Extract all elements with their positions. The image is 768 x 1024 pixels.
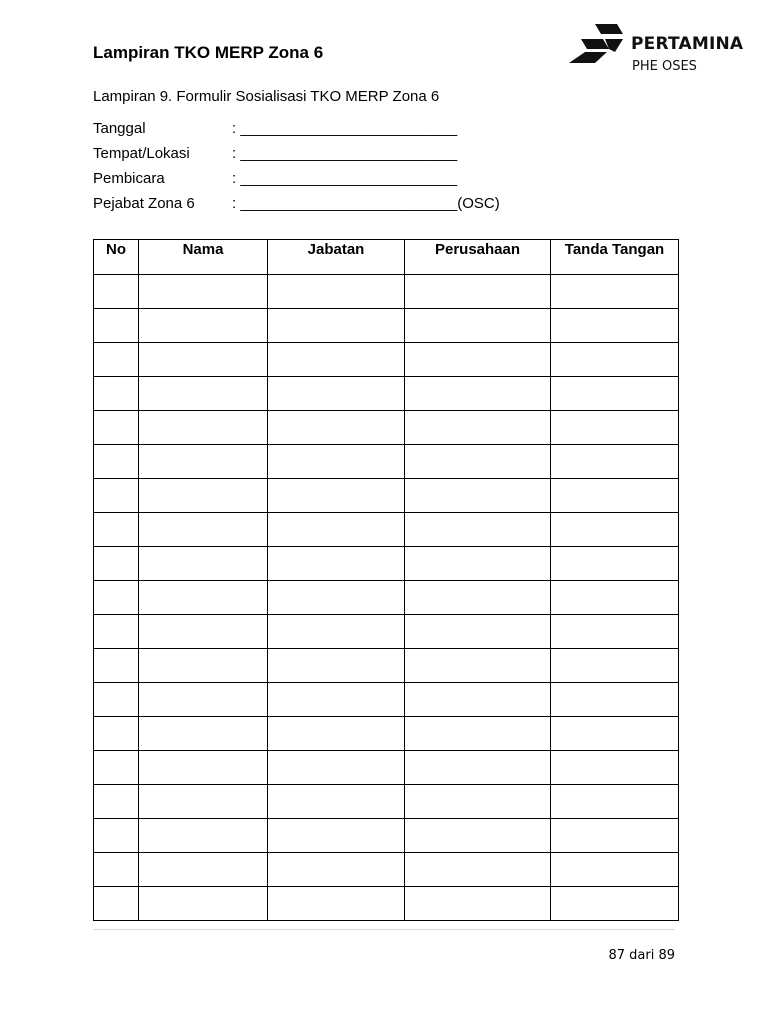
table-cell [551, 785, 679, 819]
table-cell [405, 343, 551, 377]
table-cell [94, 581, 139, 615]
table-cell [139, 343, 268, 377]
table-cell [405, 445, 551, 479]
table-row [94, 649, 679, 683]
table-cell [268, 853, 405, 887]
table-cell [268, 275, 405, 309]
table-cell [268, 717, 405, 751]
table-cell [405, 547, 551, 581]
table-cell [139, 445, 268, 479]
form-label: Tanggal [93, 120, 146, 137]
table-cell [139, 649, 268, 683]
table-cell [139, 853, 268, 887]
table-cell [139, 547, 268, 581]
table-row [94, 717, 679, 751]
table-cell [268, 309, 405, 343]
table-cell [405, 479, 551, 513]
form-row-pembicara [93, 170, 500, 195]
table-cell [268, 887, 405, 921]
table-cell [94, 649, 139, 683]
table-cell [268, 513, 405, 547]
table-cell [405, 853, 551, 887]
form-blank: : __________________________ [232, 170, 458, 187]
table-cell [405, 513, 551, 547]
column-header-no: No [94, 240, 139, 275]
column-header-nama: Nama [139, 240, 268, 275]
form-blank: : __________________________ [232, 145, 458, 162]
table-cell [551, 887, 679, 921]
table-cell [551, 445, 679, 479]
table-cell [268, 479, 405, 513]
form-fields [93, 120, 500, 220]
table-cell [405, 411, 551, 445]
table-row [94, 513, 679, 547]
table-cell [551, 275, 679, 309]
table-cell [94, 445, 139, 479]
table-cell [139, 275, 268, 309]
table-cell [139, 411, 268, 445]
table-cell [94, 887, 139, 921]
table-row [94, 581, 679, 615]
table-cell [139, 683, 268, 717]
table-header-row [94, 240, 679, 275]
form-label: Pembicara [93, 170, 165, 187]
column-header-jabatan: Jabatan [268, 240, 405, 275]
table-cell [268, 445, 405, 479]
table-cell [139, 615, 268, 649]
table-row [94, 751, 679, 785]
table-cell [551, 547, 679, 581]
table-cell [405, 717, 551, 751]
attendance-table [93, 239, 679, 921]
form-row-pejabat [93, 195, 500, 220]
table-cell [94, 479, 139, 513]
table-cell [551, 649, 679, 683]
table-cell [268, 751, 405, 785]
table-cell [268, 683, 405, 717]
form-label: Pejabat Zona 6 [93, 195, 195, 212]
table-cell [139, 751, 268, 785]
table-row [94, 785, 679, 819]
form-label: Tempat/Lokasi [93, 145, 190, 162]
form-row-tanggal [93, 120, 500, 145]
table-cell [405, 649, 551, 683]
table-cell [94, 717, 139, 751]
footer-divider [93, 929, 675, 930]
logo-wordmark: PERTAMINA [631, 34, 744, 54]
table-cell [268, 581, 405, 615]
table-row [94, 887, 679, 921]
table-cell [405, 819, 551, 853]
table-cell [94, 411, 139, 445]
table-cell [405, 309, 551, 343]
table-cell [551, 819, 679, 853]
pertamina-arrow-icon [567, 22, 625, 64]
table-row [94, 479, 679, 513]
table-row [94, 819, 679, 853]
table-cell [405, 275, 551, 309]
table-cell [94, 853, 139, 887]
table-cell [139, 717, 268, 751]
table-cell [94, 377, 139, 411]
logo-subtext: PHE OSES [632, 59, 697, 74]
table-row [94, 853, 679, 887]
table-cell [551, 479, 679, 513]
table-cell [268, 819, 405, 853]
table-cell [139, 785, 268, 819]
table-cell [139, 581, 268, 615]
table-cell [268, 649, 405, 683]
table-cell [551, 411, 679, 445]
table-cell [405, 785, 551, 819]
form-blank: : __________________________(OSC) [232, 195, 500, 212]
column-header-perusahaan: Perusahaan [405, 240, 551, 275]
form-row-tempat-lokasi [93, 145, 500, 170]
table-row [94, 411, 679, 445]
table-cell [551, 513, 679, 547]
table-cell [405, 751, 551, 785]
table-cell [405, 887, 551, 921]
table-cell [139, 513, 268, 547]
table-cell [268, 547, 405, 581]
table-row [94, 445, 679, 479]
table-cell [94, 309, 139, 343]
table-cell [94, 819, 139, 853]
table-cell [268, 377, 405, 411]
table-cell [94, 683, 139, 717]
table-cell [551, 343, 679, 377]
table-row [94, 683, 679, 717]
table-cell [268, 343, 405, 377]
table-cell [405, 615, 551, 649]
table-row [94, 309, 679, 343]
table-cell [551, 377, 679, 411]
form-blank: : __________________________ [232, 120, 458, 137]
table-cell [94, 275, 139, 309]
table-cell [551, 751, 679, 785]
table-cell [139, 377, 268, 411]
table-row [94, 343, 679, 377]
table-cell [551, 717, 679, 751]
table-cell [94, 785, 139, 819]
table-row [94, 377, 679, 411]
table-cell [139, 887, 268, 921]
table-cell [405, 377, 551, 411]
table-cell [139, 819, 268, 853]
table-row [94, 275, 679, 309]
table-cell [551, 581, 679, 615]
table-cell [94, 547, 139, 581]
table-cell [139, 309, 268, 343]
table-cell [268, 411, 405, 445]
form-subtitle: Lampiran 9. Formulir Sosialisasi TKO MERP Zona 6 [93, 88, 440, 105]
pertamina-logo [567, 20, 752, 76]
table-cell [405, 581, 551, 615]
page-title: Lampiran TKO MERP Zona 6 [93, 43, 324, 62]
table-cell [551, 853, 679, 887]
table-cell [551, 309, 679, 343]
table-row [94, 615, 679, 649]
column-header-tanda-tangan: Tanda Tangan [551, 240, 679, 275]
table-cell [551, 683, 679, 717]
table-cell [94, 751, 139, 785]
page-number: 87 dari 89 [608, 948, 675, 963]
table-cell [139, 479, 268, 513]
table-row [94, 547, 679, 581]
table-cell [94, 615, 139, 649]
table-cell [94, 343, 139, 377]
table-cell [268, 615, 405, 649]
table-body [94, 275, 679, 921]
table-cell [94, 513, 139, 547]
table-cell [268, 785, 405, 819]
table-cell [405, 683, 551, 717]
table-cell [551, 615, 679, 649]
